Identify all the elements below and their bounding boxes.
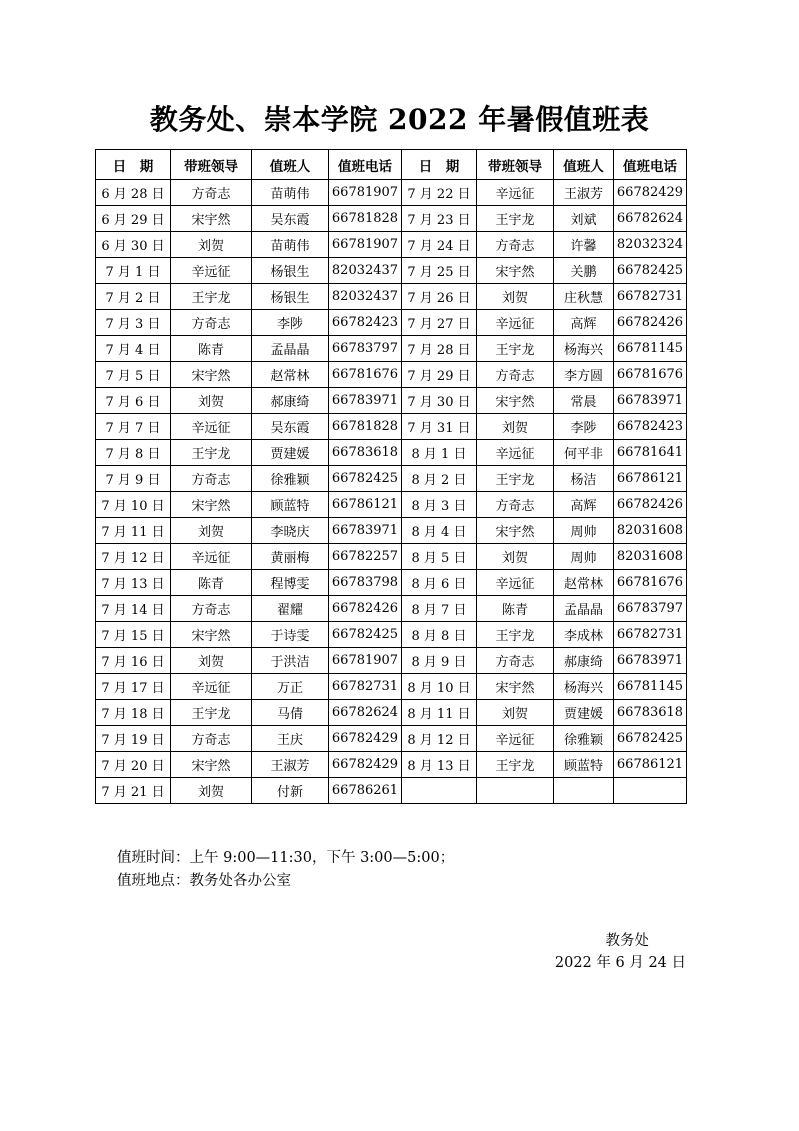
- cell-date-2: 8 月 7 日: [402, 596, 477, 622]
- cell-phone-2: 66781145: [614, 336, 687, 362]
- cell-leader-1: 宋宇然: [171, 492, 252, 518]
- cell-leader-1: 方奇志: [171, 726, 252, 752]
- cell-leader-2: 宋宇然: [477, 388, 554, 414]
- cell-staff-2: 李陟: [554, 414, 614, 440]
- cell-staff-1: 吴东霞: [252, 206, 329, 232]
- duty-roster-table: [95, 149, 687, 804]
- cell-leader-1: 陈青: [171, 336, 252, 362]
- cell-phone-2: 66782425: [614, 258, 687, 284]
- cell-leader-1: 辛远征: [171, 544, 252, 570]
- cell-leader-2: 方奇志: [477, 492, 554, 518]
- cell-date-2: 7 月 26 日: [402, 284, 477, 310]
- cell-phone-2: 66783797: [614, 596, 687, 622]
- cell-date-1: 6 月 30 日: [96, 232, 171, 258]
- cell-date-2: 8 月 5 日: [402, 544, 477, 570]
- cell-phone-1: 66781907: [329, 232, 402, 258]
- page-title: 教务处、崇本学院 2022 年暑假值班表: [149, 103, 650, 136]
- cell-staff-1: 顾蓝特: [252, 492, 329, 518]
- cell-staff-1: 苗萌伟: [252, 180, 329, 206]
- cell-date-2: 8 月 11 日: [402, 700, 477, 726]
- table-row: [96, 726, 687, 752]
- table-row: [96, 336, 687, 362]
- cell-date-2: 7 月 28 日: [402, 336, 477, 362]
- table-row: [96, 492, 687, 518]
- cell-leader-2: 刘贺: [477, 284, 554, 310]
- cell-leader-1: 辛远征: [171, 674, 252, 700]
- cell-phone-2: 66786121: [614, 752, 687, 778]
- cell-staff-1: 孟晶晶: [252, 336, 329, 362]
- cell-staff-2: [554, 778, 614, 804]
- cell-phone-1: 66783971: [329, 388, 402, 414]
- cell-staff-1: 王庆: [252, 726, 329, 752]
- duty-location-note: 值班地点：教务处各办公室: [117, 873, 291, 889]
- cell-date-2: 7 月 22 日: [402, 180, 477, 206]
- cell-date-2: 7 月 24 日: [402, 232, 477, 258]
- cell-staff-1: 杨银生: [252, 258, 329, 284]
- cell-leader-2: 方奇志: [477, 362, 554, 388]
- cell-date-1: 7 月 19 日: [96, 726, 171, 752]
- cell-leader-1: 辛远征: [171, 414, 252, 440]
- cell-staff-2: 徐雅颖: [554, 726, 614, 752]
- cell-staff-2: 许馨: [554, 232, 614, 258]
- cell-staff-2: 孟晶晶: [554, 596, 614, 622]
- cell-staff-1: 苗萌伟: [252, 232, 329, 258]
- cell-leader-2: 辛远征: [477, 310, 554, 336]
- cell-phone-2: 66782425: [614, 726, 687, 752]
- table-row: [96, 440, 687, 466]
- cell-phone-1: 66783618: [329, 440, 402, 466]
- cell-leader-1: 方奇志: [171, 180, 252, 206]
- cell-staff-2: 贾建媛: [554, 700, 614, 726]
- duty-notes: [117, 847, 454, 893]
- cell-leader-2: 方奇志: [477, 648, 554, 674]
- cell-leader-1: 宋宇然: [171, 622, 252, 648]
- cell-phone-2: [614, 778, 687, 804]
- cell-staff-2: 王淑芳: [554, 180, 614, 206]
- cell-phone-2: 66782731: [614, 284, 687, 310]
- cell-date-1: 7 月 2 日: [96, 284, 171, 310]
- cell-leader-1: 宋宇然: [171, 752, 252, 778]
- cell-staff-1: 付新: [252, 778, 329, 804]
- cell-date-2: 8 月 4 日: [402, 518, 477, 544]
- cell-staff-2: 关鹏: [554, 258, 614, 284]
- cell-staff-1: 翟耀: [252, 596, 329, 622]
- cell-date-2: 7 月 23 日: [402, 206, 477, 232]
- table-row: [96, 232, 687, 258]
- cell-leader-1: 辛远征: [171, 258, 252, 284]
- cell-phone-1: 66782425: [329, 466, 402, 492]
- cell-date-2: 7 月 27 日: [402, 310, 477, 336]
- cell-staff-1: 马倩: [252, 700, 329, 726]
- table-row: [96, 362, 687, 388]
- cell-staff-2: 何平非: [554, 440, 614, 466]
- cell-phone-2: 66782426: [614, 310, 687, 336]
- cell-date-2: [402, 778, 477, 804]
- cell-date-1: 6 月 29 日: [96, 206, 171, 232]
- cell-leader-1: 王宇龙: [171, 440, 252, 466]
- cell-leader-1: 刘贺: [171, 232, 252, 258]
- cell-phone-2: 66782429: [614, 180, 687, 206]
- cell-phone-2: 66781676: [614, 570, 687, 596]
- cell-leader-2: 方奇志: [477, 232, 554, 258]
- cell-phone-1: 66783797: [329, 336, 402, 362]
- cell-date-1: 7 月 11 日: [96, 518, 171, 544]
- cell-date-1: 7 月 17 日: [96, 674, 171, 700]
- cell-date-2: 8 月 8 日: [402, 622, 477, 648]
- cell-staff-2: 郝康绮: [554, 648, 614, 674]
- cell-date-2: 8 月 10 日: [402, 674, 477, 700]
- table-header-row: [96, 150, 687, 180]
- cell-leader-1: 方奇志: [171, 310, 252, 336]
- cell-date-1: 6 月 28 日: [96, 180, 171, 206]
- cell-phone-2: 66786121: [614, 466, 687, 492]
- header-phone-1: 值班电话: [329, 150, 402, 180]
- table-row: [96, 544, 687, 570]
- cell-leader-2: 刘贺: [477, 700, 554, 726]
- cell-phone-2: 66783618: [614, 700, 687, 726]
- cell-leader-1: 王宇龙: [171, 700, 252, 726]
- cell-staff-2: 刘斌: [554, 206, 614, 232]
- cell-staff-2: 周帅: [554, 518, 614, 544]
- cell-date-1: 7 月 7 日: [96, 414, 171, 440]
- cell-date-1: 7 月 20 日: [96, 752, 171, 778]
- cell-phone-1: 66782257: [329, 544, 402, 570]
- duty-time-note: 值班时间：上午 9:00—11:30，下午 3:00—5:00；: [117, 850, 455, 866]
- signature-org: 教务处: [605, 933, 649, 949]
- cell-phone-1: 66782426: [329, 596, 402, 622]
- cell-date-1: 7 月 3 日: [96, 310, 171, 336]
- cell-phone-2: 82031608: [614, 544, 687, 570]
- cell-leader-2: 王宇龙: [477, 336, 554, 362]
- cell-staff-2: 高辉: [554, 492, 614, 518]
- table-row: [96, 206, 687, 232]
- cell-date-1: 7 月 14 日: [96, 596, 171, 622]
- cell-date-1: 7 月 16 日: [96, 648, 171, 674]
- header-staff-2: 值班人: [554, 150, 614, 180]
- cell-leader-1: 刘贺: [171, 388, 252, 414]
- cell-phone-2: 66782423: [614, 414, 687, 440]
- cell-date-2: 8 月 2 日: [402, 466, 477, 492]
- cell-leader-1: 刘贺: [171, 518, 252, 544]
- cell-staff-1: 王淑芳: [252, 752, 329, 778]
- cell-phone-1: 66782429: [329, 726, 402, 752]
- cell-staff-2: 庄秋慧: [554, 284, 614, 310]
- cell-leader-2: 宋宇然: [477, 674, 554, 700]
- cell-date-2: 8 月 6 日: [402, 570, 477, 596]
- cell-date-2: 8 月 12 日: [402, 726, 477, 752]
- cell-phone-1: 82032437: [329, 284, 402, 310]
- header-staff-1: 值班人: [252, 150, 329, 180]
- signature-date: 2022 年 6 月 24 日: [554, 955, 686, 971]
- cell-phone-1: 66786121: [329, 492, 402, 518]
- cell-leader-1: 刘贺: [171, 778, 252, 804]
- cell-date-1: 7 月 21 日: [96, 778, 171, 804]
- cell-staff-1: 于诗雯: [252, 622, 329, 648]
- cell-date-1: 7 月 15 日: [96, 622, 171, 648]
- cell-leader-1: 宋宇然: [171, 362, 252, 388]
- cell-phone-1: 82032437: [329, 258, 402, 284]
- table-row: [96, 284, 687, 310]
- header-leader-1: 带班领导: [171, 150, 252, 180]
- cell-leader-2: 辛远征: [477, 440, 554, 466]
- cell-staff-1: 李陟: [252, 310, 329, 336]
- cell-date-1: 7 月 6 日: [96, 388, 171, 414]
- cell-staff-1: 郝康绮: [252, 388, 329, 414]
- signature-block: [555, 930, 686, 974]
- table-row: [96, 648, 687, 674]
- cell-phone-2: 82031608: [614, 518, 687, 544]
- cell-staff-2: 李成林: [554, 622, 614, 648]
- cell-date-1: 7 月 4 日: [96, 336, 171, 362]
- cell-leader-2: 王宇龙: [477, 752, 554, 778]
- cell-phone-1: 66781828: [329, 206, 402, 232]
- cell-leader-2: 王宇龙: [477, 206, 554, 232]
- cell-staff-2: 赵常林: [554, 570, 614, 596]
- header-leader-2: 带班领导: [477, 150, 554, 180]
- cell-date-2: 7 月 25 日: [402, 258, 477, 284]
- cell-staff-1: 李晓庆: [252, 518, 329, 544]
- cell-date-2: 7 月 31 日: [402, 414, 477, 440]
- table-row: [96, 180, 687, 206]
- cell-phone-1: 66782429: [329, 752, 402, 778]
- cell-staff-1: 黄丽梅: [252, 544, 329, 570]
- cell-leader-2: 刘贺: [477, 414, 554, 440]
- cell-date-2: 7 月 30 日: [402, 388, 477, 414]
- cell-date-2: 7 月 29 日: [402, 362, 477, 388]
- cell-leader-2: 宋宇然: [477, 258, 554, 284]
- cell-staff-1: 赵常林: [252, 362, 329, 388]
- cell-staff-2: 常晨: [554, 388, 614, 414]
- cell-date-1: 7 月 5 日: [96, 362, 171, 388]
- cell-staff-2: 杨洁: [554, 466, 614, 492]
- cell-date-1: 7 月 9 日: [96, 466, 171, 492]
- cell-phone-1: 66782423: [329, 310, 402, 336]
- table-row: [96, 622, 687, 648]
- cell-phone-1: 66786261: [329, 778, 402, 804]
- cell-phone-1: 66781907: [329, 180, 402, 206]
- cell-leader-1: 王宇龙: [171, 284, 252, 310]
- table-row: [96, 700, 687, 726]
- cell-phone-2: 66781641: [614, 440, 687, 466]
- table-row: [96, 674, 687, 700]
- cell-leader-1: 方奇志: [171, 466, 252, 492]
- table-row: [96, 466, 687, 492]
- cell-staff-1: 吴东霞: [252, 414, 329, 440]
- cell-staff-1: 徐雅颖: [252, 466, 329, 492]
- cell-staff-2: 杨海兴: [554, 674, 614, 700]
- table-body: [96, 180, 687, 804]
- table-row: [96, 570, 687, 596]
- cell-staff-2: 李方圆: [554, 362, 614, 388]
- cell-leader-2: 辛远征: [477, 726, 554, 752]
- cell-staff-2: 高辉: [554, 310, 614, 336]
- cell-leader-2: 辛远征: [477, 180, 554, 206]
- cell-staff-1: 程博雯: [252, 570, 329, 596]
- cell-date-1: 7 月 10 日: [96, 492, 171, 518]
- cell-leader-2: 陈青: [477, 596, 554, 622]
- cell-date-1: 7 月 12 日: [96, 544, 171, 570]
- cell-date-2: 8 月 3 日: [402, 492, 477, 518]
- cell-phone-2: 66783971: [614, 388, 687, 414]
- cell-phone-2: 82032324: [614, 232, 687, 258]
- cell-phone-1: 66781676: [329, 362, 402, 388]
- cell-phone-1: 66782425: [329, 622, 402, 648]
- cell-leader-2: 王宇龙: [477, 622, 554, 648]
- cell-phone-1: 66781828: [329, 414, 402, 440]
- table-row: [96, 778, 687, 804]
- table-row: [96, 258, 687, 284]
- cell-date-2: 8 月 13 日: [402, 752, 477, 778]
- header-phone-2: 值班电话: [614, 150, 687, 180]
- cell-leader-1: 刘贺: [171, 648, 252, 674]
- cell-staff-2: 顾蓝特: [554, 752, 614, 778]
- cell-staff-1: 万正: [252, 674, 329, 700]
- cell-phone-1: 66781907: [329, 648, 402, 674]
- cell-phone-1: 66783798: [329, 570, 402, 596]
- cell-phone-2: 66781145: [614, 674, 687, 700]
- table-row: [96, 518, 687, 544]
- table-row: [96, 414, 687, 440]
- cell-leader-2: 宋宇然: [477, 518, 554, 544]
- table-row: [96, 596, 687, 622]
- cell-phone-1: 66782731: [329, 674, 402, 700]
- cell-phone-1: 66782624: [329, 700, 402, 726]
- cell-date-1: 7 月 13 日: [96, 570, 171, 596]
- table-row: [96, 752, 687, 778]
- cell-phone-2: 66781676: [614, 362, 687, 388]
- cell-phone-2: 66783971: [614, 648, 687, 674]
- cell-leader-2: [477, 778, 554, 804]
- cell-leader-2: 刘贺: [477, 544, 554, 570]
- cell-date-1: 7 月 18 日: [96, 700, 171, 726]
- header-date-1: 日 期: [96, 150, 171, 180]
- cell-date-2: 8 月 1 日: [402, 440, 477, 466]
- cell-leader-2: 王宇龙: [477, 466, 554, 492]
- cell-date-1: 7 月 1 日: [96, 258, 171, 284]
- cell-staff-1: 贾建媛: [252, 440, 329, 466]
- cell-date-1: 7 月 8 日: [96, 440, 171, 466]
- cell-staff-1: 于洪洁: [252, 648, 329, 674]
- cell-phone-2: 66782731: [614, 622, 687, 648]
- cell-leader-1: 宋宇然: [171, 206, 252, 232]
- cell-phone-2: 66782426: [614, 492, 687, 518]
- cell-leader-1: 陈青: [171, 570, 252, 596]
- cell-staff-1: 杨银生: [252, 284, 329, 310]
- cell-phone-1: 66783971: [329, 518, 402, 544]
- table-row: [96, 310, 687, 336]
- cell-leader-1: 方奇志: [171, 596, 252, 622]
- cell-phone-2: 66782624: [614, 206, 687, 232]
- table-row: [96, 388, 687, 414]
- header-date-2: 日 期: [402, 150, 477, 180]
- cell-date-2: 8 月 9 日: [402, 648, 477, 674]
- cell-leader-2: 辛远征: [477, 570, 554, 596]
- cell-staff-2: 周帅: [554, 544, 614, 570]
- cell-staff-2: 杨海兴: [554, 336, 614, 362]
